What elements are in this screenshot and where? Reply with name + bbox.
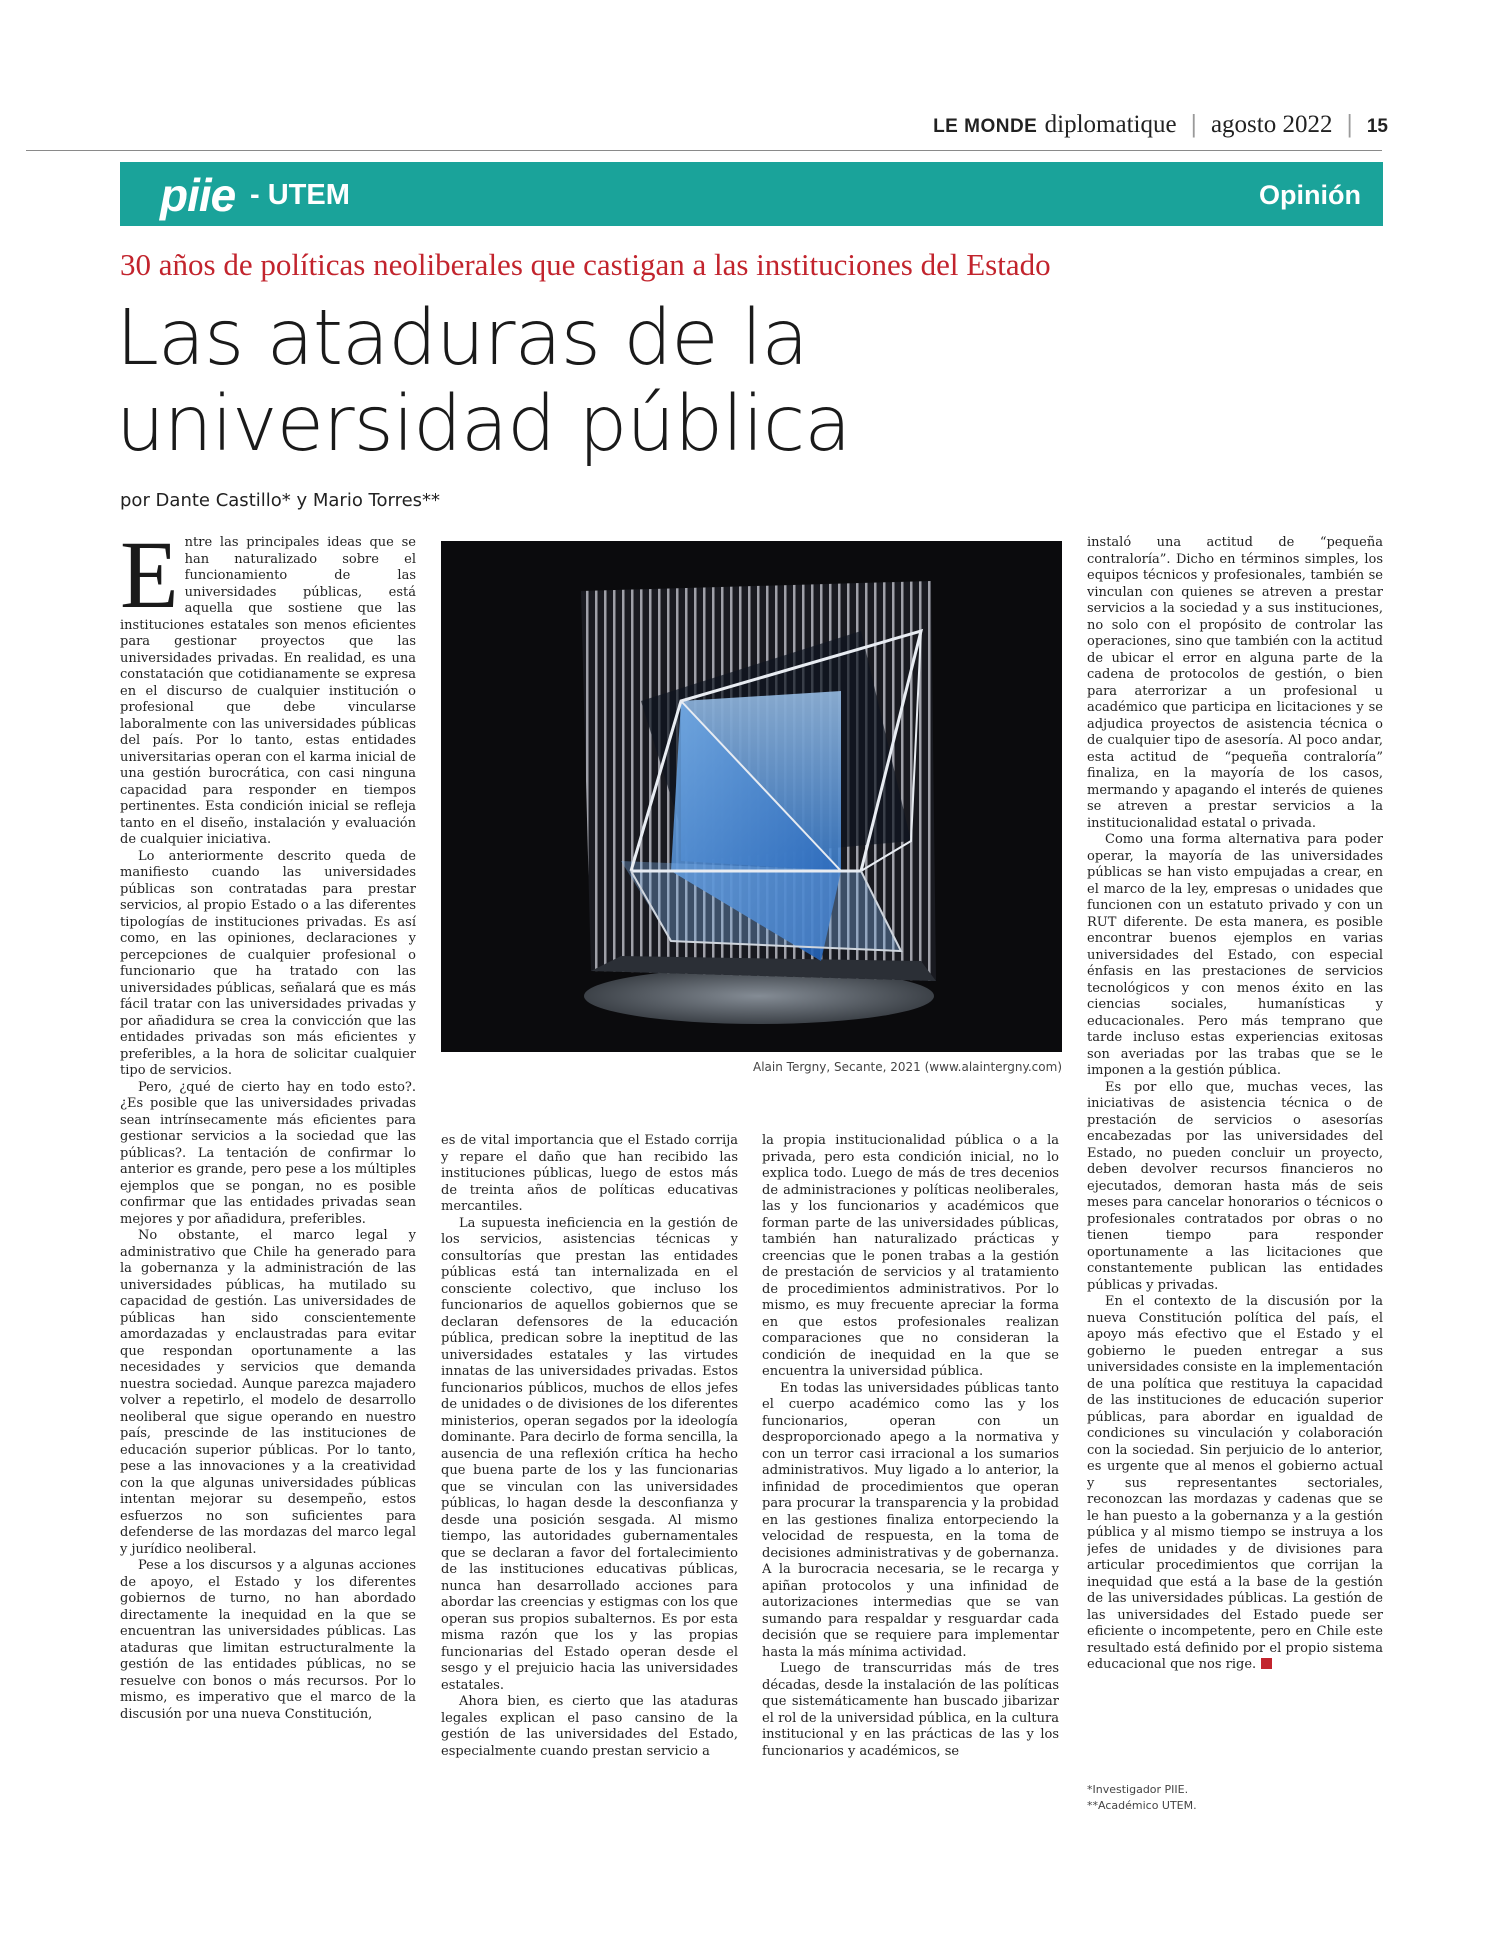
paragraph: En todas las universidades públicas tanto el cuerpo académico como las y los funcionarios, operan con un desproporcionado apego a la normativa y con un terror casi irracional a los sumarios administrativos. Muy ligado a lo anterior, la infinidad de procedimientos que operan para procurar la transparencia y la probidad en las gestiones finaliza entorpeciendo la velocidad de respuesta, en la toma de decisiones administrativas y de gobernanza. A la burocracia necesaria, se le recarga y apiñan protocolos y una infinidad de autorizaciones intermedias que se van sumando para respaldar y resguardar cada decisión que se requiere para implementar hasta la más mínima actividad. — [762, 1380, 1059, 1660]
artwork-image — [441, 541, 1062, 1052]
article-column-2 — [441, 1133, 738, 1823]
top-rule — [26, 150, 1382, 151]
headline-line-1: Las ataduras de la — [116, 294, 808, 383]
article-column-4 — [1087, 535, 1383, 1785]
paragraph: La supuesta ineficiencia en la gestión de los servicios, asistencias técnicas y consultorías que prestan las entidades públicas está tan internalizada en el consciente colectivo, que incluso los funcionarios de aquellos gobiernos que se declaran defensores de la educación pública, predican sobre la ineptitud de las universidades estatales y las virtudes innatas de las universidades privadas. Estos funcionarios públicos, muchos de ellos jefes de unidades o de divisiones de los diferentes ministerios, operan segados por la ideología dominante. Para decirlo de forma sencilla, la ausencia de una reflexión crítica ha hecho que buena parte de los y las funcionarias que se vinculan con las universidades públicas, lo hagan desde la desconfianza y desde una posición sesgada. Al mismo tiempo, las autoridades gubernamentales que se declaran a favor del fortalecimiento de las instituciones educativas públicas, nunca han desarrollado acciones para abordar las creencias y estigmas con los que operan sus propios subalternos. Es por esta misma razón que los y las propias funcionarias del Estado operan desde el sesgo y el prejuicio hacia las universidades estatales. — [441, 1215, 738, 1693]
paragraph: Pero, ¿qué de cierto hay en todo esto?. ¿Es posible que las universidades privadas sean intrínsecamente más eficientes para gestionar servicios a la sociedad que las públicas?. La tentación de confirmar lo anterior es grande, pero pese a los múltiples ejemplos que se pongan, no es posible confirmar que las entidades privadas sean mejores y por añadidura, preferibles. — [120, 1079, 416, 1227]
article-column-3 — [762, 1133, 1059, 1823]
paragraph-text: En el contexto de la discusión por la nueva Constitución política del país, el apoyo más efectivo que el Estado y el gobierno le pueden entregar a sus universidades consiste en la implementación de una política que restituya la capacidad de las instituciones de educación superior públicas, para abordar en igualdad de condiciones su vinculación y colaboración con la sociedad. Sin perjuicio de lo anterior, es urgente que al menos el gobierno actual y sus representantes sectoriales, reconozcan las mordazas y cadenas que se le han puesto a la gobernanza y a la gestión pública y al mismo tiempo se instruya a los jefes de unidades y de divisiones para articular procedimientos que corrijan la inequidad que está a la base de la gestión de las universidades públicas. La gestión de las universidades del Estado puede ser eficiente o incompetente, pero en Chile este resultado está definido por el propio sistema educacional que nos rige. — [1087, 1294, 1383, 1672]
paragraph: Pese a los discursos y a algunas acciones de apoyo, el Estado y los diferentes gobiernos de turno, no han abordado directamente la inequidad en la que se encuentran las universidades públicas. Las ataduras que limitan estructuralmente la gestión de las entidades públicas, no se resuelve con bonos o más recursos. Por lo mismo, es imperativo que el marco de la discusión por una nueva Constitución, — [120, 1558, 416, 1722]
masthead-brand-light: diplomatique — [1044, 111, 1177, 138]
artwork-illustration — [441, 541, 1062, 1052]
footnote: **Académico UTEM. — [1087, 1799, 1197, 1812]
byline: por Dante Castillo* y Mario Torres** — [120, 490, 441, 511]
article-column-1 — [120, 535, 416, 1805]
kicker: 30 años de políticas neoliberales que castigan a las instituciones del Estado — [120, 247, 1051, 282]
footnote: *Investigador PIIE. — [1087, 1783, 1189, 1796]
paragraph-text: ntre las principales ideas que se han naturalizado sobre el funcionamiento de las universidades públicas, está aquella que sostiene que las instituciones estatales son menos eficientes para gestionar proyectos que las universidades privadas. En realidad, es una constatación que cotidianamente se expresa en el discurso de cualquier institución o profesional que debe vincularse laboralmente con las universidades públicas del país. Por lo tanto, estas entidades universitarias operan con el karma inicial de una gestión burocrática, con casi ninguna capacidad para responder en tiempos pertinentes. Esta condición inicial se refleja tanto en el diseño, instalación y evaluación de cualquier iniciativa. — [120, 535, 416, 847]
paragraph — [120, 535, 416, 849]
headline — [116, 296, 1316, 468]
paragraph — [1087, 1294, 1383, 1674]
paragraph: Lo anteriormente descrito queda de manifiesto cuando las universidades públicas son contratadas para prestar servicios, al propio Estado o a las diferentes tipologías de instituciones privadas. Es así como, en las opiniones, declaraciones y percepciones de cualquier profesional o funcionario que ha tratado con las universidades públicas, señalará que es más fácil tratar con las universidades privadas y por añadidura se crea la convicción que las entidades privadas son más eficientes y preferibles, a la hora de solicitar cualquier tipo de servicios. — [120, 848, 416, 1078]
masthead-brand-bold: LE MONDE — [933, 116, 1038, 137]
page-number: 15 — [1366, 116, 1388, 137]
masthead — [933, 111, 1388, 139]
banner-institution: - UTEM — [250, 179, 350, 211]
masthead-separator: | — [1189, 112, 1198, 138]
drop-cap: E — [120, 535, 179, 628]
paragraph: Como una forma alternativa para poder operar, la mayoría de las universidades públicas se han visto empujadas a crear, en el marco de la ley, empresas o unidades que funcionen con un estatuto privado y con un RUT diferente. De esta manera, es posible encontrar buenos ejemplos en varias universidades del Estado, con especial énfasis en las prestaciones de servicios tecnológicos y con menos éxito en las ciencias sociales, humanísticas y educacionales. Pero más temprano que tarde incluso estas experiencias exitosas son averiadas por las trabas que se le imponen a la gestión pública. — [1087, 832, 1383, 1078]
paragraph: es de vital importancia que el Estado corrija y repare el daño que han recibido las instituciones públicas, luego de estos más de treinta años de políticas educativas mercantiles. — [441, 1133, 738, 1214]
paragraph: No obstante, el marco legal y administrativo que Chile ha generado para la gobernanza y la administración de las universidades públicas, ha mutilado su capacidad de gestión. Las universidades de públicas han sido conscientemente amordazadas y enclaustradas para evitar que respondan oportunamente a las necesidades y servicios que demanda nuestra sociedad. Aunque parezca majadero volver a repetirlo, el modelo de desarrollo neoliberal que sigue operando en nuestro país, prescinde de las instituciones de educación superior públicas. Por lo tanto, pese a las innovaciones y a la creatividad con la que algunas universidades públicas intentan mejorar su desempeño, estos esfuerzos no son suficientes para defenderse de las mordazas del marco legal y jurídico neoliberal. — [120, 1228, 416, 1557]
footnotes — [1087, 1782, 1383, 1814]
masthead-date: agosto 2022 — [1210, 111, 1333, 138]
paragraph: Luego de transcurridas más de tres décadas, desde la instalación de las políticas que sistemáticamente han buscado jibarizar el rol de la universidad pública, en la cultura institucional y en las prácticas de las y los funcionarios y académicos, se — [762, 1661, 1059, 1759]
piie-logo: piie — [160, 169, 236, 221]
headline-line-2: universidad pública — [116, 380, 851, 469]
end-mark-icon — [1261, 1658, 1272, 1669]
paragraph: la propia institucionalidad pública o a la privada, pero esta condición inicial, no lo explica todo. Luego de más de tres decenios de administraciones y políticas neoliberales, las y los funcionarios y académicos que forman parte de las universidades públicas, también han naturalizado prácticas y creencias que le ponen trabas a la gestión de prestación de servicios y al tratamiento de procedimientos administrativos. Por lo mismo, es muy frecuente apreciar la forma en que estos profesionales realizan comparaciones que no consideran la condición de inequidad en la que se encuentra la universidad pública. — [762, 1133, 1059, 1379]
section-banner — [120, 162, 1383, 226]
section-label: Opinión — [1259, 180, 1361, 210]
paragraph: instaló una actitud de “pequeña contraloría”. Dicho en términos simples, los equipos técnicos y profesionales, también se vinculan con quienes se atreven a prestar servicios a la sociedad y a sus instituciones, no solo con el propósito de controlar las operaciones, sino que también con la actitud de ubicar el error en alguna parte de la cadena de protocolos de gestión, o bien para aterrorizar a un profesional u académico que participa en licitaciones y se adjudica proyectos de asistencia técnica o de cualquier tipo de asesoría. Al poco andar, esta actitud de “pequeña contraloría” finaliza, en la mayoría de los casos, mermando y apagando el interés de quienes se atreven a prestar servicios a la institucionalidad estatal o privada. — [1087, 535, 1383, 831]
masthead-separator: | — [1345, 112, 1354, 138]
image-caption: Alain Tergny, Secante, 2021 (www.alaintergny.com) — [753, 1060, 1062, 1074]
paragraph: Ahora bien, es cierto que las ataduras legales explican el paso cansino de la gestión de las universidades del Estado, especialmente cuando prestan servicio a — [441, 1694, 738, 1759]
paragraph: Es por ello que, muchas veces, las iniciativas de asistencia técnica o de prestación de servicios o asesorías encabezadas por las universidades del Estado, no pueden concluir un proyecto, deben devolver recursos financieros no ejecutados, demoran hasta más de seis meses para cancelar honorarios o técnicos o profesionales contratados por obras o no tienen tiempo para responder oportunamente a las licitaciones que constantemente publican las entidades públicas y privadas. — [1087, 1079, 1383, 1293]
